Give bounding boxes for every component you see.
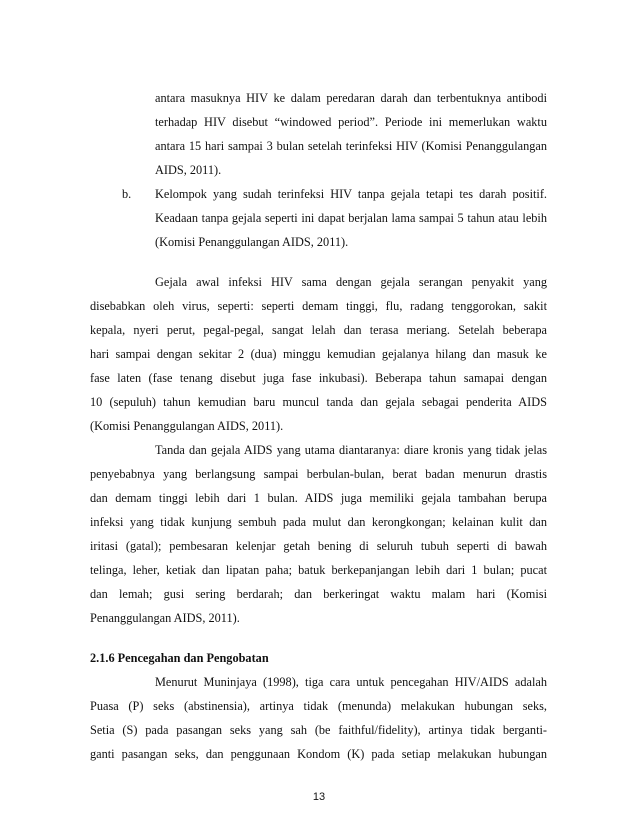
text-line: antara 15 hari sampai 3 bulan setelah terinfeksi HIV (Komisi Penanggulangan (155, 139, 547, 153)
text-line: Setia (S) pada pasangan seks yang sah (be faithful/fidelity), artinya tidak berganti- (90, 723, 547, 737)
text-line: terhadap HIV disebut “windowed period”. Periode ini memerlukan waktu (155, 115, 547, 129)
text-line: hari sampai dengan sekitar 2 (dua) minggu kemudian gejalanya hilang dan masuk ke (90, 347, 547, 361)
list-marker-b: b. (122, 187, 132, 201)
text-line: AIDS, 2011). (155, 163, 222, 177)
text-line: Menurut Muninjaya (1998), tiga cara untuk pencegahan HIV/AIDS adalah (155, 675, 547, 689)
text-line: 10 (sepuluh) tahun kemudian baru muncul tanda dan gejala sebagai penderita AIDS (90, 395, 547, 409)
page-number: 13 (312, 791, 326, 803)
text-line: (Komisi Penanggulangan AIDS, 2011). (155, 235, 349, 249)
text-line: Keadaan tanpa gejala seperti ini dapat berjalan lama sampai 5 tahun atau lebih (155, 211, 547, 225)
text-line: fase laten (fase tenang disebut juga fase inkubasi). Beberapa tahun samapai dengan (90, 371, 547, 385)
text-line: kepala, nyeri perut, pegal-pegal, sangat lelah dan terasa meriang. Setelah beberapa (90, 323, 547, 337)
text-line: Tanda dan gejala AIDS yang utama diantaranya: diare kronis yang tidak jelas (155, 443, 547, 457)
text-line: Gejala awal infeksi HIV sama dengan gejala serangan penyakit yang (155, 275, 547, 289)
text-line: telinga, leher, ketiak dan lipatan paha; batuk berkepanjangan lebih dari 1 bulan; pucat (90, 563, 547, 577)
text-line: Penanggulangan AIDS, 2011). (90, 611, 240, 625)
text-line: dan lemah; gusi sering berdarah; dan berkeringat waktu malam hari (Komisi (90, 587, 547, 601)
section-heading: 2.1.6 Pencegahan dan Pengobatan (90, 651, 269, 665)
text-line: (Komisi Penanggulangan AIDS, 2011). (90, 419, 284, 433)
text-line: infeksi yang tidak kunjung sembuh pada mulut dan kerongkongan; kelainan kulit dan (90, 515, 547, 529)
text-line: antara masuknya HIV ke dalam peredaran darah dan terbentuknya antibodi (155, 91, 547, 105)
text-line: iritasi (gatal); pembesaran kelenjar getah bening di seluruh tubuh seperti di bawah (90, 539, 547, 553)
text-line: Kelompok yang sudah terinfeksi HIV tanpa gejala tetapi tes darah positif. (155, 187, 547, 201)
text-line: penyebabnya yang berlangsung sampai berbulan-bulan, berat badan menurun drastis (90, 467, 547, 481)
text-line: disebabkan oleh virus, seperti: seperti demam tinggi, flu, radang tenggorokan, sakit (90, 299, 547, 313)
text-line: ganti pasangan seks, dan penggunaan Kondom (K) pada setiap melakukan hubungan (90, 747, 547, 761)
text-line: Puasa (P) seks (abstinensia), artinya tidak (menunda) melakukan hubungan seks, (90, 699, 547, 713)
text-line: dan demam tinggi lebih dari 1 bulan. AIDS juga memiliki gejala tambahan berupa (90, 491, 547, 505)
